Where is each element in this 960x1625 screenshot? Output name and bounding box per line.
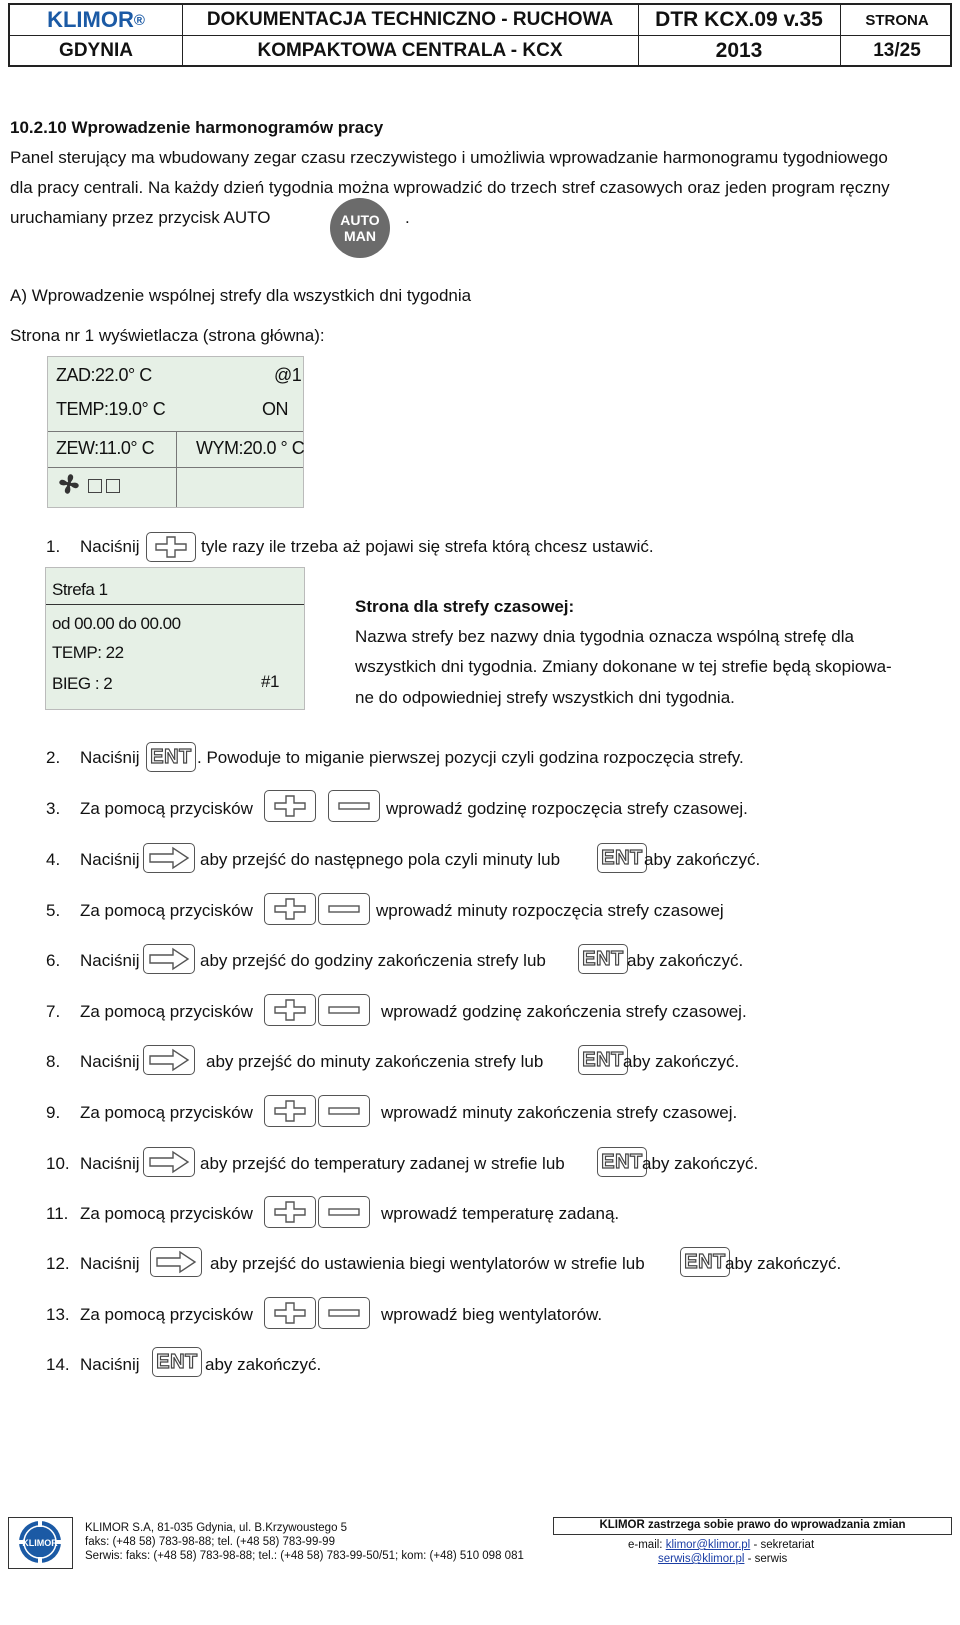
- footer-email-1: e-mail: klimor@klimor.pl - sekretariat: [628, 1539, 815, 1551]
- step-number: 14.: [46, 1355, 70, 1374]
- arrow-right-icon: [147, 1150, 191, 1174]
- plus-button[interactable]: [264, 1095, 316, 1127]
- year: 2013: [715, 39, 763, 62]
- right-arrow-button[interactable]: [143, 1045, 195, 1075]
- arrow-right-icon: [154, 1250, 198, 1274]
- step-text: Za pomocą przycisków: [80, 1204, 253, 1223]
- svg-text:KLIMOR: KLIMOR: [22, 1538, 58, 1548]
- step-text: Za pomocą przycisków: [80, 1103, 253, 1122]
- step-text: Naciśnij: [80, 1254, 140, 1273]
- step-text: aby zakończyć.: [725, 1254, 842, 1273]
- right-arrow-button[interactable]: [143, 1147, 195, 1177]
- step-number: 10.: [46, 1154, 70, 1173]
- minus-icon: [326, 1301, 362, 1325]
- ent-button[interactable]: ENT: [152, 1347, 202, 1377]
- lcd-indicator-box: [88, 479, 102, 493]
- step-text: tyle razy ile trzeba aż pojawi się strefa którą chcesz ustawić.: [201, 537, 654, 556]
- step-number: 13.: [46, 1305, 70, 1324]
- minus-button[interactable]: [318, 1196, 370, 1228]
- minus-button[interactable]: [318, 994, 370, 1026]
- minus-button[interactable]: [318, 893, 370, 925]
- paragraph-line: uruchamiany przez przycisk AUTO: [10, 208, 271, 227]
- step-number: 11.: [46, 1204, 69, 1223]
- footer-fax: faks: (+48 58) 783-98-88; tel. (+48 58) 783-99-99: [85, 1536, 335, 1548]
- lcd-zone-name: Strefa 1: [52, 580, 108, 599]
- ent-button[interactable]: ENT: [578, 1045, 628, 1075]
- plus-icon: [272, 1301, 308, 1325]
- step-number: 3.: [46, 799, 61, 818]
- step-text: Naciśnij: [80, 850, 140, 869]
- step-text: Naciśnij: [80, 537, 140, 556]
- minus-button[interactable]: [318, 1095, 370, 1127]
- paragraph-line: dla pracy centrali. Na każdy dzień tygodnia można wprowadzić do trzech stref czasowych oraz jeden program ręczny: [10, 178, 890, 197]
- paragraph-line: Panel sterujący ma wbudowany zegar czasu rzeczywistego i umożliwia wprowadzanie harmonogramu tygodniowego: [10, 148, 888, 167]
- footer-rights-box: [553, 1517, 952, 1535]
- ent-button[interactable]: ENT: [146, 742, 196, 772]
- step-text: aby zakończyć.: [642, 1154, 759, 1173]
- document-footer: [8, 1517, 952, 1617]
- email-link-service[interactable]: serwis@klimor.pl: [658, 1553, 745, 1565]
- step-text: Naciśnij: [80, 951, 140, 970]
- minus-icon: [326, 897, 362, 921]
- fan-icon: [56, 471, 82, 497]
- step-text: Za pomocą przycisków: [80, 799, 253, 818]
- plus-button[interactable]: [264, 790, 316, 822]
- plus-icon: [272, 794, 308, 818]
- page-number: 13/25: [873, 40, 921, 61]
- lcd-zone-time-range: od 00.00 do 00.00: [52, 614, 181, 633]
- step-text: aby przejść do godziny zakończenia strefy lub: [200, 951, 546, 970]
- lcd-zone-fan-speed: BIEG : 2: [52, 674, 113, 693]
- footer-service: Serwis: faks: (+48 58) 783-98-88; tel.: (+48 58) 783-99-50/51; kom: (+48) 510 098 081: [85, 1550, 524, 1562]
- right-arrow-button[interactable]: [150, 1247, 202, 1277]
- step-text: Naciśnij: [80, 1154, 140, 1173]
- step-text: Za pomocą przycisków: [80, 901, 253, 920]
- step-text: aby przejść do ustawienia biegi wentylatorów w strefie lub: [210, 1254, 645, 1273]
- ent-button[interactable]: ENT: [680, 1247, 730, 1277]
- step-text: aby zakończyć.: [627, 951, 744, 970]
- zone-desc-line: wszystkich dni tygodnia. Zmiany dokonane w tej strefie będą skopiowa-: [355, 657, 892, 676]
- step-text: wprowadź godzinę rozpoczęcia strefy czasowej.: [386, 799, 748, 818]
- step-number: 7.: [46, 1002, 61, 1021]
- step-text: wprowadź godzinę zakończenia strefy czasowej.: [381, 1002, 747, 1021]
- auto-man-button[interactable]: AUTO MAN: [330, 198, 390, 258]
- plus-button[interactable]: [264, 994, 316, 1026]
- step-text: Naciśnij: [80, 1052, 140, 1071]
- step-number: 6.: [46, 951, 61, 970]
- lcd-setpoint: ZAD:22.0° C: [56, 365, 152, 385]
- step-number: 8.: [46, 1052, 61, 1071]
- lcd-zone-temperature: TEMP: 22: [52, 643, 124, 662]
- plus-button[interactable]: [264, 1297, 316, 1329]
- document-header: [8, 3, 952, 67]
- klimor-seal-icon: [9, 1518, 71, 1566]
- minus-icon: [326, 998, 362, 1022]
- plus-icon: [272, 1099, 308, 1123]
- arrow-right-icon: [147, 1048, 191, 1072]
- plus-button[interactable]: [146, 532, 196, 562]
- step-number: 5.: [46, 901, 61, 920]
- step-text: wprowadź bieg wentylatorów.: [381, 1305, 603, 1324]
- step-text: aby przejść do temperatury zadanej w strefie lub: [200, 1154, 565, 1173]
- right-arrow-button[interactable]: [143, 944, 195, 974]
- product-name: KOMPAKTOWA CENTRALA - KCX: [257, 40, 563, 61]
- arrow-right-icon: [147, 947, 191, 971]
- ent-button[interactable]: ENT: [597, 1147, 647, 1177]
- zone-desc-line: ne do odpowiedniej strefy wszystkich dni tygodnia.: [355, 688, 735, 707]
- step-text: Za pomocą przycisków: [80, 1305, 253, 1324]
- footer-logo-box: [8, 1517, 73, 1569]
- display-intro: Strona nr 1 wyświetlacza (strona główna):: [10, 326, 325, 345]
- lcd-zone-number: #1: [261, 672, 279, 691]
- lcd-exchanger-temp: WYM:20.0 ° C: [196, 438, 305, 458]
- step-number: 1.: [46, 537, 61, 556]
- plus-button[interactable]: [264, 1196, 316, 1228]
- step-number: 2.: [46, 748, 61, 767]
- footer-email-2: serwis@klimor.pl - serwis: [658, 1553, 788, 1565]
- step-text: Za pomocą przycisków: [80, 1002, 253, 1021]
- plus-icon: [272, 897, 308, 921]
- minus-button[interactable]: [318, 1297, 370, 1329]
- company-logo: KLIMOR ®: [47, 7, 145, 32]
- page-label: STRONA: [865, 11, 929, 29]
- step-text: aby przejść do minuty zakończenia strefy lub: [206, 1052, 544, 1071]
- step-number: 9.: [46, 1103, 61, 1122]
- step-text: wprowadź minuty rozpoczęcia strefy czasowej: [376, 901, 724, 920]
- step-text: aby zakończyć.: [205, 1355, 322, 1374]
- plus-icon: [272, 1200, 308, 1224]
- step-text: . Powoduje to miganie pierwszej pozycji czyli godzina rozpoczęcia strefy.: [197, 748, 744, 767]
- minus-icon: [326, 1200, 362, 1224]
- step-text: Naciśnij: [80, 748, 140, 767]
- plus-icon: [272, 998, 308, 1022]
- minus-icon: [326, 1099, 362, 1123]
- minus-icon: [336, 794, 372, 818]
- doc-code: DTR KCX.09 v.35: [655, 8, 823, 31]
- lcd-outdoor-temp: ZEW:11.0° C: [56, 438, 155, 458]
- step-text: aby zakończyć.: [644, 850, 761, 869]
- step-text: wprowadź minuty zakończenia strefy czasowej.: [381, 1103, 738, 1122]
- doc-title: DOKUMENTACJA TECHNICZNO - RUCHOWA: [206, 9, 614, 30]
- right-arrow-button[interactable]: [143, 843, 195, 873]
- lcd-main-display: [47, 356, 304, 508]
- plus-icon: [153, 535, 189, 559]
- email-link-office[interactable]: klimor@klimor.pl: [665, 1539, 751, 1551]
- minus-button[interactable]: [328, 790, 380, 822]
- lcd-schedule-indicator: @1: [274, 365, 302, 385]
- footer-rights: KLIMOR zastrzega sobie prawo do wprowadzania zmian: [599, 1519, 906, 1531]
- paragraph-dot: .: [405, 208, 410, 227]
- zone-desc-line: Nazwa strefy bez nazwy dnia tygodnia oznacza wspólną strefę dla: [355, 627, 854, 646]
- arrow-right-icon: [147, 846, 191, 870]
- ent-button[interactable]: ENT: [597, 843, 647, 873]
- lcd-status: ON: [262, 399, 288, 419]
- city: GDYNIA: [59, 40, 133, 61]
- lcd-indicator-box: [106, 479, 120, 493]
- step-number: 4.: [46, 850, 61, 869]
- lcd-zone-display: [45, 567, 305, 710]
- step-number: 12.: [46, 1254, 70, 1273]
- step-text: Naciśnij: [80, 1355, 140, 1374]
- step-text: aby zakończyć.: [623, 1052, 740, 1071]
- zone-desc-title: Strona dla strefy czasowej:: [355, 597, 575, 616]
- lcd-temperature: TEMP:19.0° C: [56, 399, 166, 419]
- footer-address: KLIMOR S.A, 81-035 Gdynia, ul. B.Krzywoustego 5: [85, 1522, 348, 1534]
- step-text: wprowadź temperaturę zadaną.: [381, 1204, 620, 1223]
- plus-button[interactable]: [264, 893, 316, 925]
- section-title: 10.2.10 Wprowadzenie harmonogramów pracy: [10, 118, 384, 137]
- step-text: aby przejść do następnego pola czyli minuty lub: [200, 850, 561, 869]
- subsection-title: A) Wprowadzenie wspólnej strefy dla wszystkich dni tygodnia: [10, 286, 472, 305]
- ent-button[interactable]: ENT: [578, 944, 628, 974]
